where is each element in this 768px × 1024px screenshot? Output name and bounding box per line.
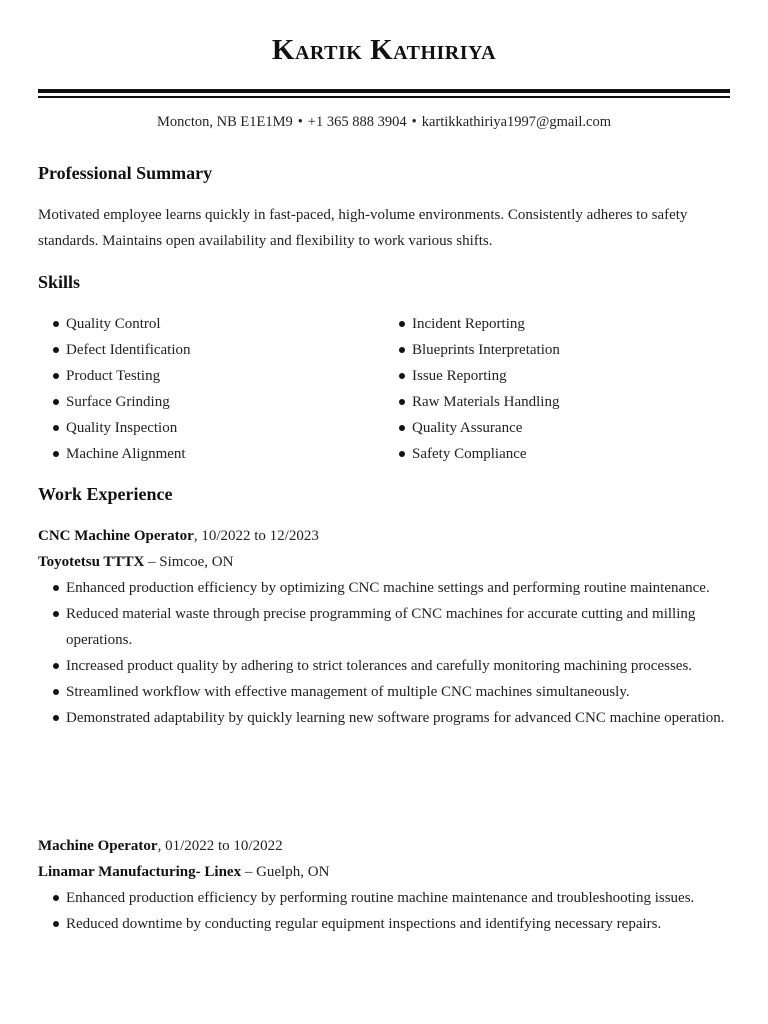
job-bullet-list [38, 575, 730, 731]
contact-email: kartikkathiriya1997@gmail.com [421, 114, 612, 130]
job-role: Machine Operator [38, 838, 158, 854]
skill-item: Surface Grinding [38, 389, 378, 415]
job-bullet: Reduced downtime by conducting regular equipment inspections and identifying necessary repairs. [38, 911, 730, 937]
job-bullet: Streamlined workflow with effective management of multiple CNC machines simultaneously. [38, 679, 730, 705]
header-rule-thick [38, 89, 730, 93]
skill-item: Issue Reporting [384, 363, 724, 389]
job-bullet-list [38, 885, 730, 937]
skill-item: Safety Compliance [384, 441, 724, 467]
skill-item: Quality Assurance [384, 415, 724, 441]
skill-item: Quality Inspection [38, 415, 378, 441]
skill-item: Incident Reporting [384, 311, 724, 337]
job-dates: , 01/2022 to 10/2022 [157, 838, 283, 854]
header-rule-thin [38, 96, 730, 98]
job-company: Linamar Manufacturing- Linex [38, 864, 242, 880]
skills-heading: Skills [38, 272, 81, 292]
skill-item: Quality Control [38, 311, 378, 337]
candidate-name: Kartik Kathiriya [271, 34, 497, 66]
skill-item: Defect Identification [38, 337, 378, 363]
job-title-line [38, 523, 319, 549]
skill-item: Raw Materials Handling [384, 389, 724, 415]
job-company-line [38, 549, 233, 575]
job-location: – Guelph, ON [241, 864, 330, 880]
contact-separator: • [411, 114, 417, 130]
job-bullet: Enhanced production efficiency by optimizing CNC machine settings and performing routine maintenance. [38, 575, 730, 601]
contact-line [0, 114, 768, 131]
experience-heading: Work Experience [38, 484, 173, 504]
skill-item: Blueprints Interpretation [384, 337, 724, 363]
skill-item: Machine Alignment [38, 441, 378, 467]
summary-heading: Professional Summary [38, 163, 213, 183]
contact-phone: +1 365 888 3904 [307, 114, 407, 130]
job-company-line [38, 859, 329, 885]
job-location: – Simcoe, ON [144, 554, 234, 570]
job-bullet: Increased product quality by adhering to strict tolerances and carefully monitoring machining processes. [38, 653, 730, 679]
job-bullet: Enhanced production efficiency by performing routine machine maintenance and troubleshooting issues. [38, 885, 730, 911]
job-role: CNC Machine Operator [38, 528, 194, 544]
skills-list-right [384, 311, 724, 467]
job-bullet: Reduced material waste through precise programming of CNC machines for accurate cutting and milling operations. [38, 601, 730, 653]
job-company: Toyotetsu TTTX [38, 554, 145, 570]
job-bullet: Demonstrated adaptability by quickly learning new software programs for advanced CNC machine operation. [38, 705, 730, 731]
job-dates: , 10/2022 to 12/2023 [193, 528, 319, 544]
skill-item: Product Testing [38, 363, 378, 389]
contact-separator: • [297, 114, 303, 130]
summary-text: Motivated employee learns quickly in fast-paced, high-volume environments. Consistently adheres to safety standards. Maintains open availability and flexibility to work various shifts. [38, 207, 688, 249]
skills-list-left [38, 311, 378, 467]
contact-address: Moncton, NB E1E1M9 [156, 114, 293, 130]
job-title-line [38, 833, 283, 859]
